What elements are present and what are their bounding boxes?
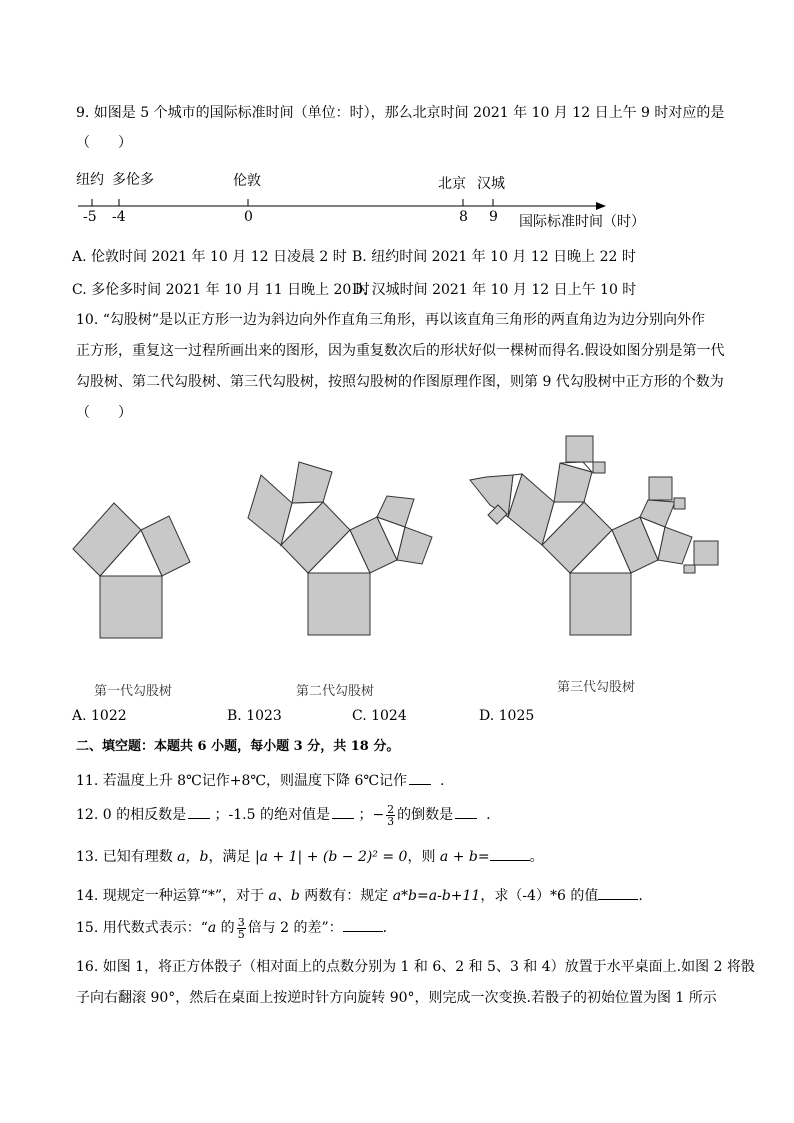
q9-option-d: D. 汉城时间 2021 年 10 月 12 日上午 10 时 (352, 282, 637, 298)
q9-stem: 9. 如图是 5 个城市的国际标准时间（单位：时），那么北京时间 2021 年 10 月 12 日上午 9 时对应的是 (76, 105, 725, 121)
q10-stem-line3: 勾股树、第二代勾股树、第三代勾股树，按照勾股树的作图原理作图，则第 9 代勾股树中正方形的个数为 (76, 374, 724, 390)
period: . (638, 888, 643, 904)
q14-text-b: 两数有：规定 (299, 888, 393, 904)
section-title: 二、填空题：本题共 6 小题，每小题 3 分，共 18 分。 (76, 739, 400, 754)
q12 (76, 802, 491, 828)
q13-vars: a，b (177, 849, 209, 865)
tick-label: 9 (489, 209, 498, 225)
q14-text-c: ，求（-4）*6 的值 (480, 888, 599, 904)
period: . (382, 920, 388, 936)
answer-blank[interactable] (188, 804, 210, 819)
answer-blank[interactable] (490, 846, 530, 861)
tree-square (674, 498, 685, 509)
city-label-newyork: 纽约 (76, 172, 104, 188)
q10-option-c: C. 1024 (352, 708, 407, 724)
q14 (76, 885, 643, 905)
tree-square (308, 573, 370, 635)
q9-option-b: B. 纽约时间 2021 年 10 月 12 日晚上 22 时 (352, 249, 636, 265)
q15-text-b: 的 (216, 920, 235, 936)
q15-text-c: 倍与 2 的差”： (247, 920, 343, 936)
city-label-seoul: 汉城 (477, 176, 505, 192)
q12-text-d: 的倒数是 (397, 807, 454, 823)
answer-blank[interactable] (332, 804, 354, 819)
tick-label: -5 (83, 209, 97, 225)
q12-text-c: ； (358, 807, 373, 823)
q13 (76, 846, 544, 866)
q16-line2: 子向右翻滚 90°，然后在桌面上按逆时针方向旋转 90°，则完成一次变换.若骰子的初始位置为图 1 所示 (76, 990, 717, 1006)
tree-square (292, 462, 332, 503)
minus-sign: − (372, 807, 385, 823)
q13-formula2: a + b (439, 849, 478, 865)
tick-label: 8 (459, 209, 468, 225)
tree-gen1 (73, 503, 190, 638)
q10-stem-line2: 正方形，重复这一过程所画出来的图形，因为重复数次后的形状好似一棵树而得名.假设如图分别是第一代 (76, 343, 725, 359)
q16-line1: 16. 如图 1，将正方体骰子（相对面上的点数分别为 1 和 6、2 和 5、3 和 4）放置于水平桌面上.如图 2 将骰 (76, 959, 755, 975)
city-label-beijing: 北京 (438, 176, 466, 192)
answer-blank[interactable] (455, 804, 477, 819)
tree-square (566, 436, 593, 462)
city-label-toronto: 多伦多 (112, 172, 154, 188)
fraction-denominator: 5 (237, 927, 245, 941)
tree-square (100, 576, 162, 638)
q9-option-a: A. 伦敦时间 2021 年 10 月 12 日凌晨 2 时 (72, 249, 347, 265)
tree-square (570, 573, 631, 635)
answer-blank[interactable] (409, 770, 431, 785)
q10-option-a: A. 1022 (72, 708, 127, 724)
caption-gen3: 第三代勾股树 (557, 680, 636, 695)
city-label-london: 伦敦 (233, 173, 261, 189)
q14-vars: a、b (268, 888, 300, 904)
q10-option-b: B. 1023 (227, 708, 282, 724)
q13-equals: = (477, 849, 490, 865)
q9-option-c: C. 多伦多时间 2021 年 10 月 11 日晚上 20 时 (72, 282, 370, 298)
tree-square (684, 565, 695, 573)
q10-stem-line1: 10. “勾股树”是以正方形一边为斜边向外作直角三角形，再以该直角三角形的两直角边为边分别向外作 (76, 312, 706, 328)
tick-label: -4 (112, 209, 126, 225)
axis-label: 国际标准时间（时） (519, 214, 645, 230)
q13-text-b: ，满足 (208, 849, 255, 865)
q11 (76, 770, 444, 790)
q15-var: a (207, 920, 217, 936)
q15-text-a: 15. 用代数式表示：“ (76, 920, 208, 936)
period: . (486, 807, 491, 823)
q10-answer-paren: （ ） (76, 405, 132, 421)
q12-text-b: ；-1.5 的绝对值是 (214, 807, 330, 823)
fraction-numerator: 2 (387, 802, 395, 816)
q14-text-a: 14. 现规定一种运算“*”，对于 (76, 888, 269, 904)
caption-gen1: 第一代勾股树 (94, 684, 173, 699)
q12-text-a: 12. 0 的相反数是 (76, 807, 187, 823)
fraction-numerator: 3 (237, 915, 245, 929)
caption-gen2: 第二代勾股树 (296, 684, 375, 699)
tree-square (593, 462, 605, 473)
tree-square (694, 541, 718, 565)
q13-formula: |a + 1| + (b − 2)² = 0 (254, 849, 408, 865)
q13-text-c: ，则 (407, 849, 440, 865)
q10-option-d: D. 1025 (479, 708, 535, 724)
q15 (76, 914, 387, 942)
q13-text-a: 13. 已知有理数 (76, 849, 178, 865)
answer-blank[interactable] (598, 885, 638, 900)
tree-gen2 (248, 462, 432, 635)
answer-blank[interactable] (343, 917, 383, 932)
tree-gen3 (470, 436, 718, 635)
q14-rule: a*b=a-b+11 (392, 888, 481, 904)
tick-label: 0 (244, 209, 253, 225)
fraction (237, 917, 246, 940)
q11-text: 11. 若温度上升 8℃记作+8℃，则温度下降 6℃记作 (76, 773, 408, 789)
fraction (386, 804, 395, 827)
q9-answer-paren: （ ） (76, 135, 132, 151)
tree-square (470, 475, 513, 517)
tree-square (649, 477, 672, 500)
period: . (439, 773, 445, 789)
period: 。 (529, 849, 544, 865)
fraction-denominator: 3 (387, 814, 395, 828)
